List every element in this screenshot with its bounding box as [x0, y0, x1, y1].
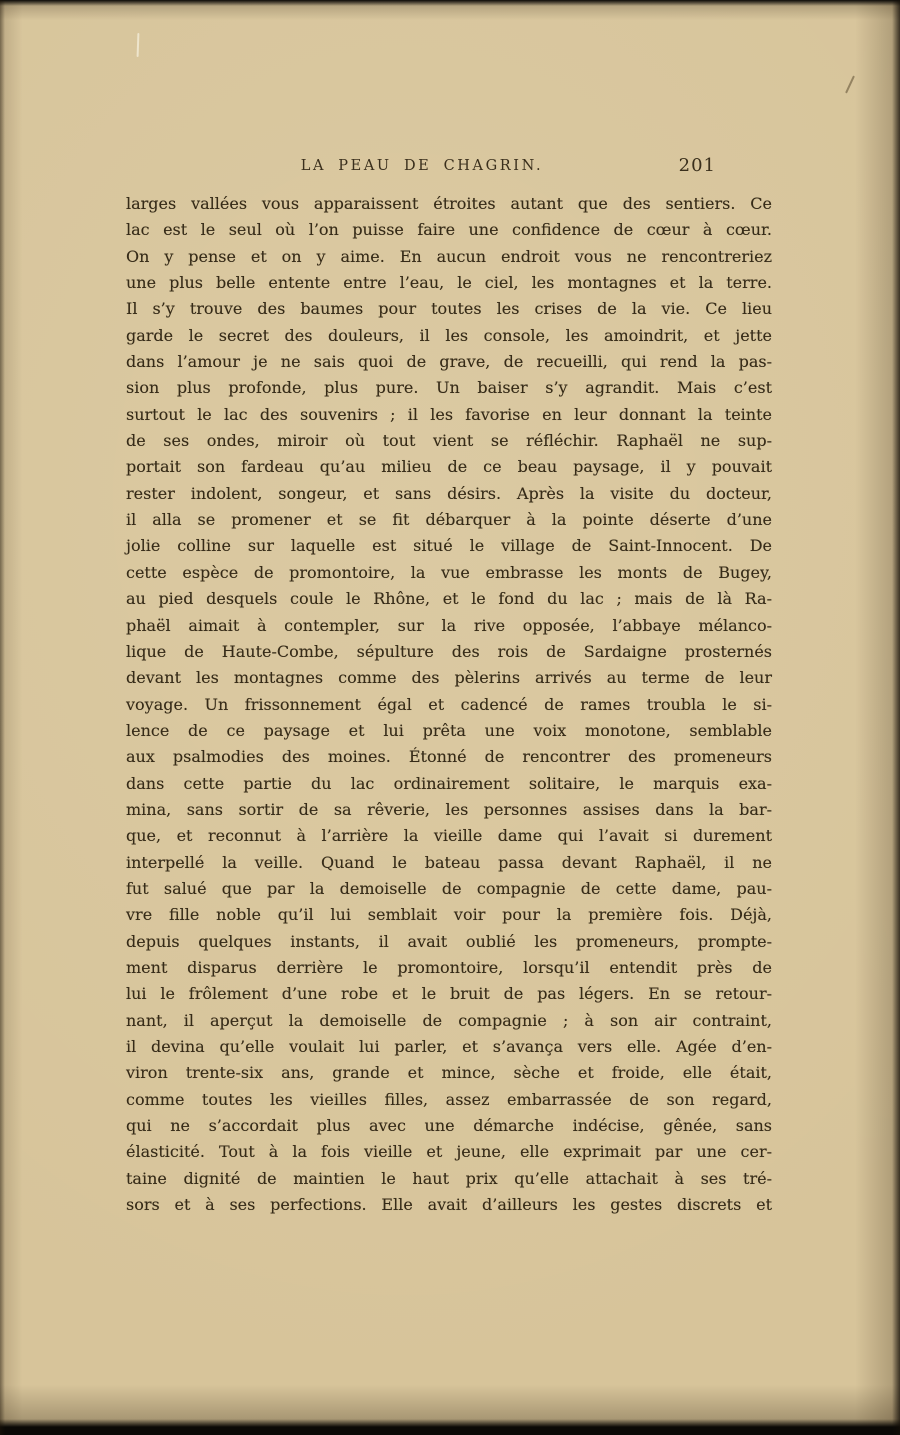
text-line: vre fille noble qu’il lui semblait voir pour la première fois. Déjà,	[126, 905, 772, 925]
text-line: élasticité. Tout à la fois vieille et jeune, elle exprimait par une cer-	[126, 1142, 772, 1162]
running-header-title: LA PEAU DE CHAGRIN.	[300, 158, 544, 174]
text-line: lac est le seul où l’on puisse faire une confidence de cœur à cœur.	[126, 220, 772, 240]
text-line: rester indolent, songeur, et sans désirs. Après la visite du docteur,	[126, 483, 772, 503]
running-header	[126, 155, 772, 181]
scan-edge-bottom	[0, 1419, 900, 1435]
text-line: sors et à ses perfections. Elle avait d’ailleurs les gestes discrets et	[126, 1195, 772, 1215]
text-line: dans l’amour je ne sais quoi de grave, de recueilli, qui rend la pas-	[126, 352, 772, 372]
text-line: dans cette partie du lac ordinairement solitaire, le marquis exa-	[126, 773, 772, 793]
scan-edge-top	[0, 0, 900, 6]
scan-edge-left	[0, 0, 5, 1435]
text-line: garde le secret des douleurs, il les console, les amoindrit, et jette	[126, 325, 772, 345]
text-line: il alla se promener et se fit débarquer à la pointe déserte d’une	[126, 510, 772, 530]
text-line: qui ne s’accordait plus avec une démarche indécise, gênée, sans	[126, 1116, 772, 1136]
text-line: surtout le lac des souvenirs ; il les favorise en leur donnant la teinte	[126, 404, 772, 424]
text-line: au pied desquels coule le Rhône, et le fond du lac ; mais de là Ra-	[126, 589, 772, 609]
text-line: aux psalmodies des moines. Étonné de rencontrer des promeneurs	[126, 747, 772, 767]
text-line: devant les montagnes comme des pèlerins arrivés au terme de leur	[126, 668, 772, 688]
text-line: portait son fardeau qu’au milieu de ce beau paysage, il y pouvait	[126, 457, 772, 477]
text-line: taine dignité de maintien le haut prix qu’elle attachait à ses tré-	[126, 1168, 772, 1188]
scan-scratch-mark	[845, 75, 855, 93]
text-line: On y pense et on y aime. En aucun endroit vous ne rencontreriez	[126, 246, 772, 266]
text-line: lence de ce paysage et lui prêta une voix monotone, semblable	[126, 720, 772, 740]
text-line: de ses ondes, miroir où tout vient se réfléchir. Raphaël ne sup-	[126, 431, 772, 451]
text-line: une plus belle entente entre l’eau, le ciel, les montagnes et la terre.	[126, 273, 772, 293]
text-line: ment disparus derrière le promontoire, lorsqu’il entendit près de	[126, 957, 772, 977]
scan-scratch-mark	[137, 33, 140, 57]
text-line: nant, il aperçut la demoiselle de compagnie ; à son air contraint,	[126, 1010, 772, 1030]
page-number: 201	[678, 155, 716, 176]
text-line: interpellé la veille. Quand le bateau passa devant Raphaël, il ne	[126, 852, 772, 872]
text-line: larges vallées vous apparaissent étroites autant que des sentiers. Ce	[126, 194, 772, 213]
text-line: comme toutes les vieilles filles, assez embarrassée de son regard,	[126, 1089, 772, 1109]
text-line: il devina qu’elle voulait lui parler, et s’avança vers elle. Agée d’en-	[126, 1037, 772, 1056]
text-line: phaël aimait à contempler, sur la rive opposée, l’abbaye mélanco-	[126, 615, 772, 635]
text-line: Il s’y trouve des baumes pour toutes les crises de la vie. Ce lieu	[126, 299, 772, 319]
text-line: viron trente-six ans, grande et mince, sèche et froide, elle était,	[126, 1063, 772, 1083]
text-line: lui le frôlement d’une robe et le bruit de pas légers. En se retour-	[126, 984, 772, 1004]
text-line: mina, sans sortir de sa rêverie, les personnes assises dans la bar-	[126, 799, 772, 819]
text-line: fut salué que par la demoiselle de compagnie de cette dame, pau-	[126, 878, 772, 898]
text-line: cette espèce de promontoire, la vue embrasse les monts de Bugey,	[126, 562, 772, 582]
scan-edge-right	[892, 0, 900, 1435]
body-text	[126, 191, 772, 1218]
text-line: sion plus profonde, plus pure. Un baiser s’y agrandit. Mais c’est	[126, 378, 772, 398]
text-line: lique de Haute-Combe, sépulture des rois de Sardaigne prosternés	[126, 641, 772, 661]
text-line: jolie colline sur laquelle est situé le village de Saint-Innocent. De	[126, 536, 772, 556]
text-line: que, et reconnut à l’arrière la vieille dame qui l’avait si durement	[126, 826, 772, 846]
text-line: voyage. Un frissonnement égal et cadencé de rames troubla le si-	[126, 694, 772, 714]
text-line: depuis quelques instants, il avait oublié les promeneurs, prompte-	[126, 931, 772, 951]
